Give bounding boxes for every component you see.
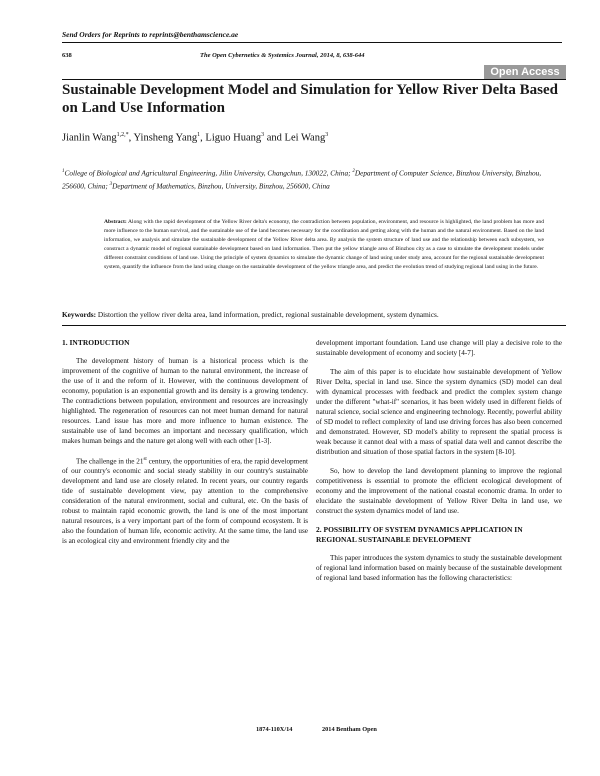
section-heading-system-dynamics: 2. POSSIBILITY OF SYSTEM DYNAMICS APPLICATION IN REGIONAL SUSTAINABLE DEVELOPMENT xyxy=(316,525,523,544)
author-affiliation-marker: 3 xyxy=(325,132,329,138)
author-name: Lei Wang xyxy=(284,132,326,144)
author-separator: , xyxy=(128,132,134,144)
paragraph-rest: century, the opportunities of era, the rapid development of our country's economic and social steady stability in our country's sustainable development and land use are closely related. In recent years, our country regards tide of sustainable development view, pay attention to the comprehensive consideration of the natural environment, social and cultural, etc. On the basis of robust to maintain rapid economic growth, the land is one of the most important natural resources, is a very important part of the form of compound ecosystem. It is also the foundation of human life, economic activity. At the same time, the land use is an ecological city and environment friendly city and the xyxy=(62,457,309,546)
keywords-rule xyxy=(62,325,566,326)
paragraph xyxy=(62,455,308,546)
left-column xyxy=(62,338,308,555)
author-affiliation-marker: 1 xyxy=(197,132,201,138)
open-access-badge: Open Access xyxy=(484,65,566,79)
affiliation-text: Department of Mathematics, Binzhou, University, Binzhou, 256600, China xyxy=(112,181,330,191)
affiliation-marker: 1 xyxy=(62,169,65,174)
keywords-text: Distortion the yellow river delta area, land information, predict, regional sustainable development, system dynamics. xyxy=(96,310,439,319)
keywords xyxy=(62,310,562,320)
paragraph: So, how to develop the land development planning to improve the regional competitiveness is essential to promote the efficient ecological development of economy and the improvement of the national coastal economic drama. In order to elucidate the sustainable development of Yellow River Delta in land use, we construct the system dynamics model of land use. xyxy=(316,467,562,515)
affiliation-marker: 3 xyxy=(109,181,113,187)
superscript: st xyxy=(143,457,147,462)
paragraph: This paper introduces the system dynamics to study the sustainable development of regional land information based on mainly because of the sustainable development of regional land based information has the following characteristics: xyxy=(316,554,562,582)
paragraph: The development history of human is a historical process which is the improvement of the cognitive of human to the natural environment, the increase of the use of it and the reform of it. However, with the continuous development of economy, population is an exponential growth and its density is a growing tendency. The contradictions between population, environment and resources are increasingly highlighted. The regeneration of resources can not meet human demand for natural resources. Land issue has more and more influence to human existence. The sustainable use of land becomes an important and necessary qualification, which makes human beings and the nature get along well with each other [1-3]. xyxy=(62,357,308,445)
author-list xyxy=(62,132,562,144)
author-name: Liguo Huang xyxy=(205,132,262,144)
footer-issn: 1874-110X/14 xyxy=(256,726,293,733)
author-name: Yinsheng Yang xyxy=(133,132,198,144)
paragraph: The aim of this paper is to elucidate how sustainable development of Yellow River Delta, special in land use. Since the system dynamics (SD) model can deal with dynamical processes with feedback and predict the complex system change under the different "what-if" scenarios, it has been widely used in different fields of natural science, social science and engineering technology. Recently, powerful ability of SD model to reflect complexity of land use driving forces has also been concerned and demonstrated. However, SD model's ability to represent the spatial process is weak because it cannot deal with a mass of spatial data well and cannot describe the distribution and situation of those spatial factors in the system [8-10]. xyxy=(316,368,562,456)
header-rule xyxy=(62,42,562,43)
abstract-text: Along with the rapid development of the Yellow River delta's economy, the contradiction between population, environment, and resource is highlighted, the land problem has more and more influence to the human survival, and the sustainable use of the land becomes necessary for the coordination and getting along with the human and the natural environment. Based on the land information, we analysis and simulate the sustainable development of the Yellow River delta area. By analysis the system structure of land use and the relationship between each subsystem, we construct a dynamic model of regional sustainable development based on land information. Then put the yellow triangle area of Binzhou city as a case to simulate the development models under different constraint conditions of land use. Using the principle of system dynamics to simulate the dynamic change of land using under study area, account for the regional sustainable development system, quantify the influence from the land using change on the sustainable development of the yellow triangle area, and predict the evolution trend of studying regional land using in the future. xyxy=(104,219,544,271)
paragraph-start: The challenge in the 21 xyxy=(76,457,144,466)
author-separator: and xyxy=(264,132,285,144)
reprint-notice: Send Orders for Reprints to reprints@benthamscience.ae xyxy=(62,30,239,39)
keywords-label: Keywords: xyxy=(62,310,97,319)
abstract xyxy=(104,218,544,272)
author-name: Jianlin Wang xyxy=(62,132,117,144)
right-column xyxy=(316,338,562,592)
affiliation-text: Department of Computer Science, Binzhou University, Binzhou, 256600, China; xyxy=(62,168,542,191)
affiliations xyxy=(62,166,562,192)
journal-citation: The Open Cybernetics & Systemics Journal, 2014, 8, 638-644 xyxy=(200,52,365,59)
footer-copyright: 2014 Bentham Open xyxy=(322,726,377,733)
title-rule xyxy=(62,79,566,80)
paper-title: Sustainable Development Model and Simulation for Yellow River Delta Based on Land Use Information xyxy=(62,82,558,116)
page-number: 638 xyxy=(62,52,72,59)
author-separator: , xyxy=(200,132,206,144)
abstract-label: Abstract: xyxy=(104,219,127,225)
affiliation-marker: 2 xyxy=(352,169,355,174)
author-affiliation-marker: 1,2,* xyxy=(116,132,129,138)
author-affiliation-marker: 3 xyxy=(261,132,265,138)
section-heading-introduction: 1. INTRODUCTION xyxy=(62,338,130,347)
affiliation-text: College of Biological and Agricultural Engineering, Jilin University, Changchun, 130022, China; xyxy=(64,168,353,178)
paragraph-continued: development important foundation. Land use change will play a decisive role to the sustainable development of economy and society [4-7]. xyxy=(316,339,562,357)
